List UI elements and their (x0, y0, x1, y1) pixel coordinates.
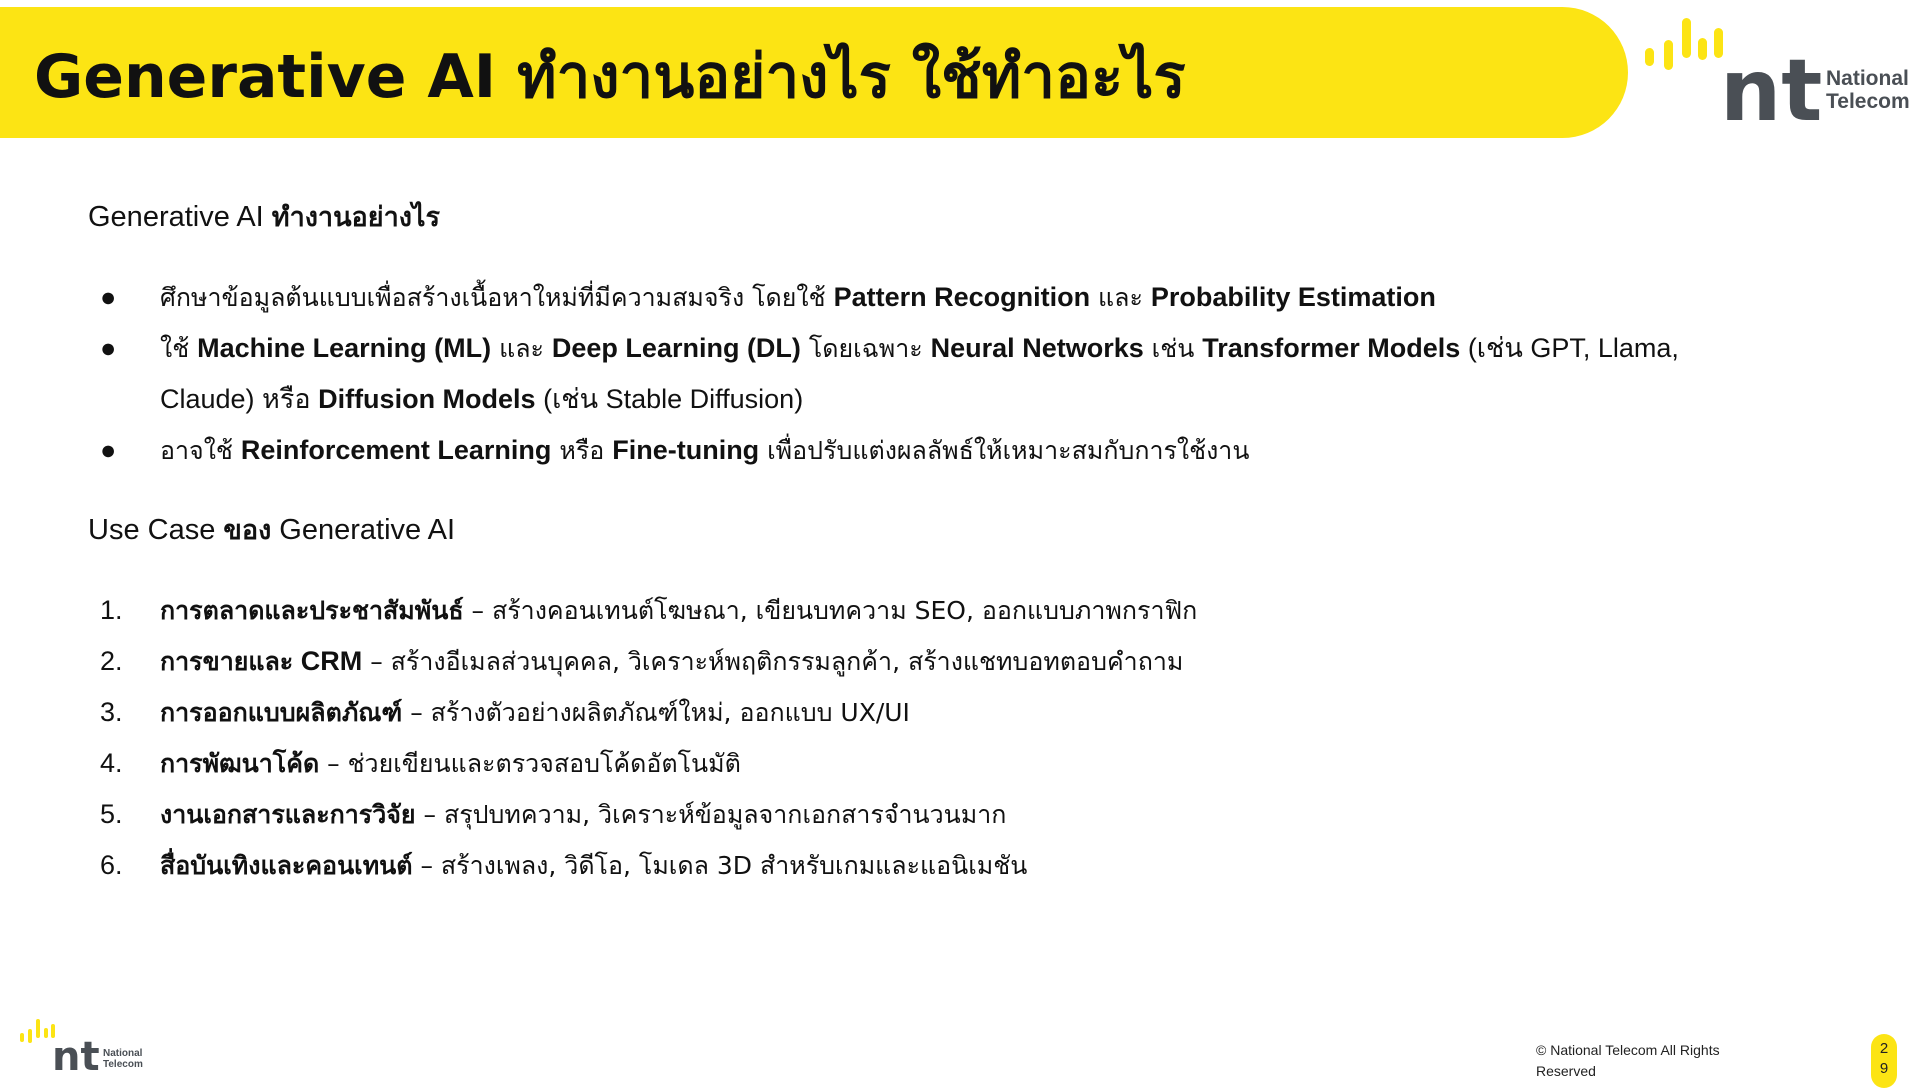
national-telecom-logo-small (18, 1016, 153, 1074)
bullet-dot-icon: ● (100, 435, 117, 465)
list-number: 4. (100, 748, 123, 778)
bullet-dot-icon: ● (100, 333, 117, 363)
list-item: 2. การขายและ CRM – สร้างอีเมลส่วนบุคคล, วิเคราะห์พฤติกรรมลูกค้า, สร้างแชทบอทตอบคำถาม (88, 636, 1197, 687)
logo-mark: nt (52, 1034, 100, 1074)
bullet-dot-icon: ● (100, 282, 117, 312)
list-item: ● ใช้ Machine Learning (ML) และ Deep Learning (DL) โดยเฉพาะ Neural Networks เช่น Transformer Models (เช่น GPT, Llama, (88, 323, 1679, 374)
list-number: 2. (100, 646, 123, 676)
logo-line2: Telecom (103, 1059, 143, 1070)
how-it-works-list (88, 272, 1679, 476)
logo-line2: Telecom (1826, 90, 1910, 113)
list-item: 6. สื่อบันเทิงและคอนเทนต์ – สร้างเพลง, วิดีโอ, โมเดล 3D สำหรับเกมและแอนิเมชัน (88, 840, 1197, 891)
logo-line1: National (103, 1048, 143, 1059)
list-number: 6. (100, 850, 123, 880)
how-it-works-heading (88, 197, 440, 238)
logo-line1: National (1826, 67, 1909, 90)
list-item: 1. การตลาดและประชาสัมพันธ์ – สร้างคอนเทนต์โฆษณา, เขียนบทความ SEO, ออกแบบภาพกราฟิก (88, 585, 1197, 636)
list-item: 5. งานเอกสารและการวิจัย – สรุปบทความ, วิเคราะห์ข้อมูลจากเอกสารจำนวนมาก (88, 789, 1197, 840)
list-number: 3. (100, 697, 123, 727)
logo-signal-marks (20, 1019, 55, 1043)
list-item: 4. การพัฒนาโค้ด – ช่วยเขียนและตรวจสอบโค้ดอัตโนมัติ (88, 738, 1197, 789)
national-telecom-logo (1640, 8, 1920, 128)
list-number: 1. (100, 595, 123, 625)
how-it-works-heading-en: Generative AI (88, 201, 264, 233)
list-item-continuation: Claude) หรือ Diffusion Models (เช่น Stable Diffusion) (160, 384, 804, 414)
use-case-list (88, 585, 1197, 891)
list-item: ● อาจใช้ Reinforcement Learning หรือ Fine-tuning เพื่อปรับแต่งผลลัพธ์ให้เหมาะสมกับการใช้งาน (88, 425, 1679, 476)
how-it-works-heading-th: ทำงานอย่างไร (271, 202, 441, 233)
slide-title: Generative AI ทำงานอย่างไร ใช้ทำอะไร (34, 42, 1186, 112)
logo-mark: nt (1720, 41, 1823, 128)
title-band (0, 7, 1628, 138)
use-case-heading: Use Case ของ Generative AI (88, 514, 456, 546)
logo-signal-marks (1645, 18, 1723, 70)
copyright-text: © National Telecom All Rights Reserved (1536, 1042, 1720, 1079)
list-item: ● ศึกษาข้อมูลต้นแบบเพื่อสร้างเนื้อหาใหม่ที่มีความสมจริง โดยใช้ Pattern Recognition และ Probability Estimation (88, 272, 1679, 323)
list-item: 3. การออกแบบผลิตภัณฑ์ – สร้างตัวอย่างผลิตภัณฑ์ใหม่, ออกแบบ UX/UI (88, 687, 1197, 738)
list-number: 5. (100, 799, 123, 829)
page-number-badge: 2 9 (1871, 1034, 1897, 1088)
